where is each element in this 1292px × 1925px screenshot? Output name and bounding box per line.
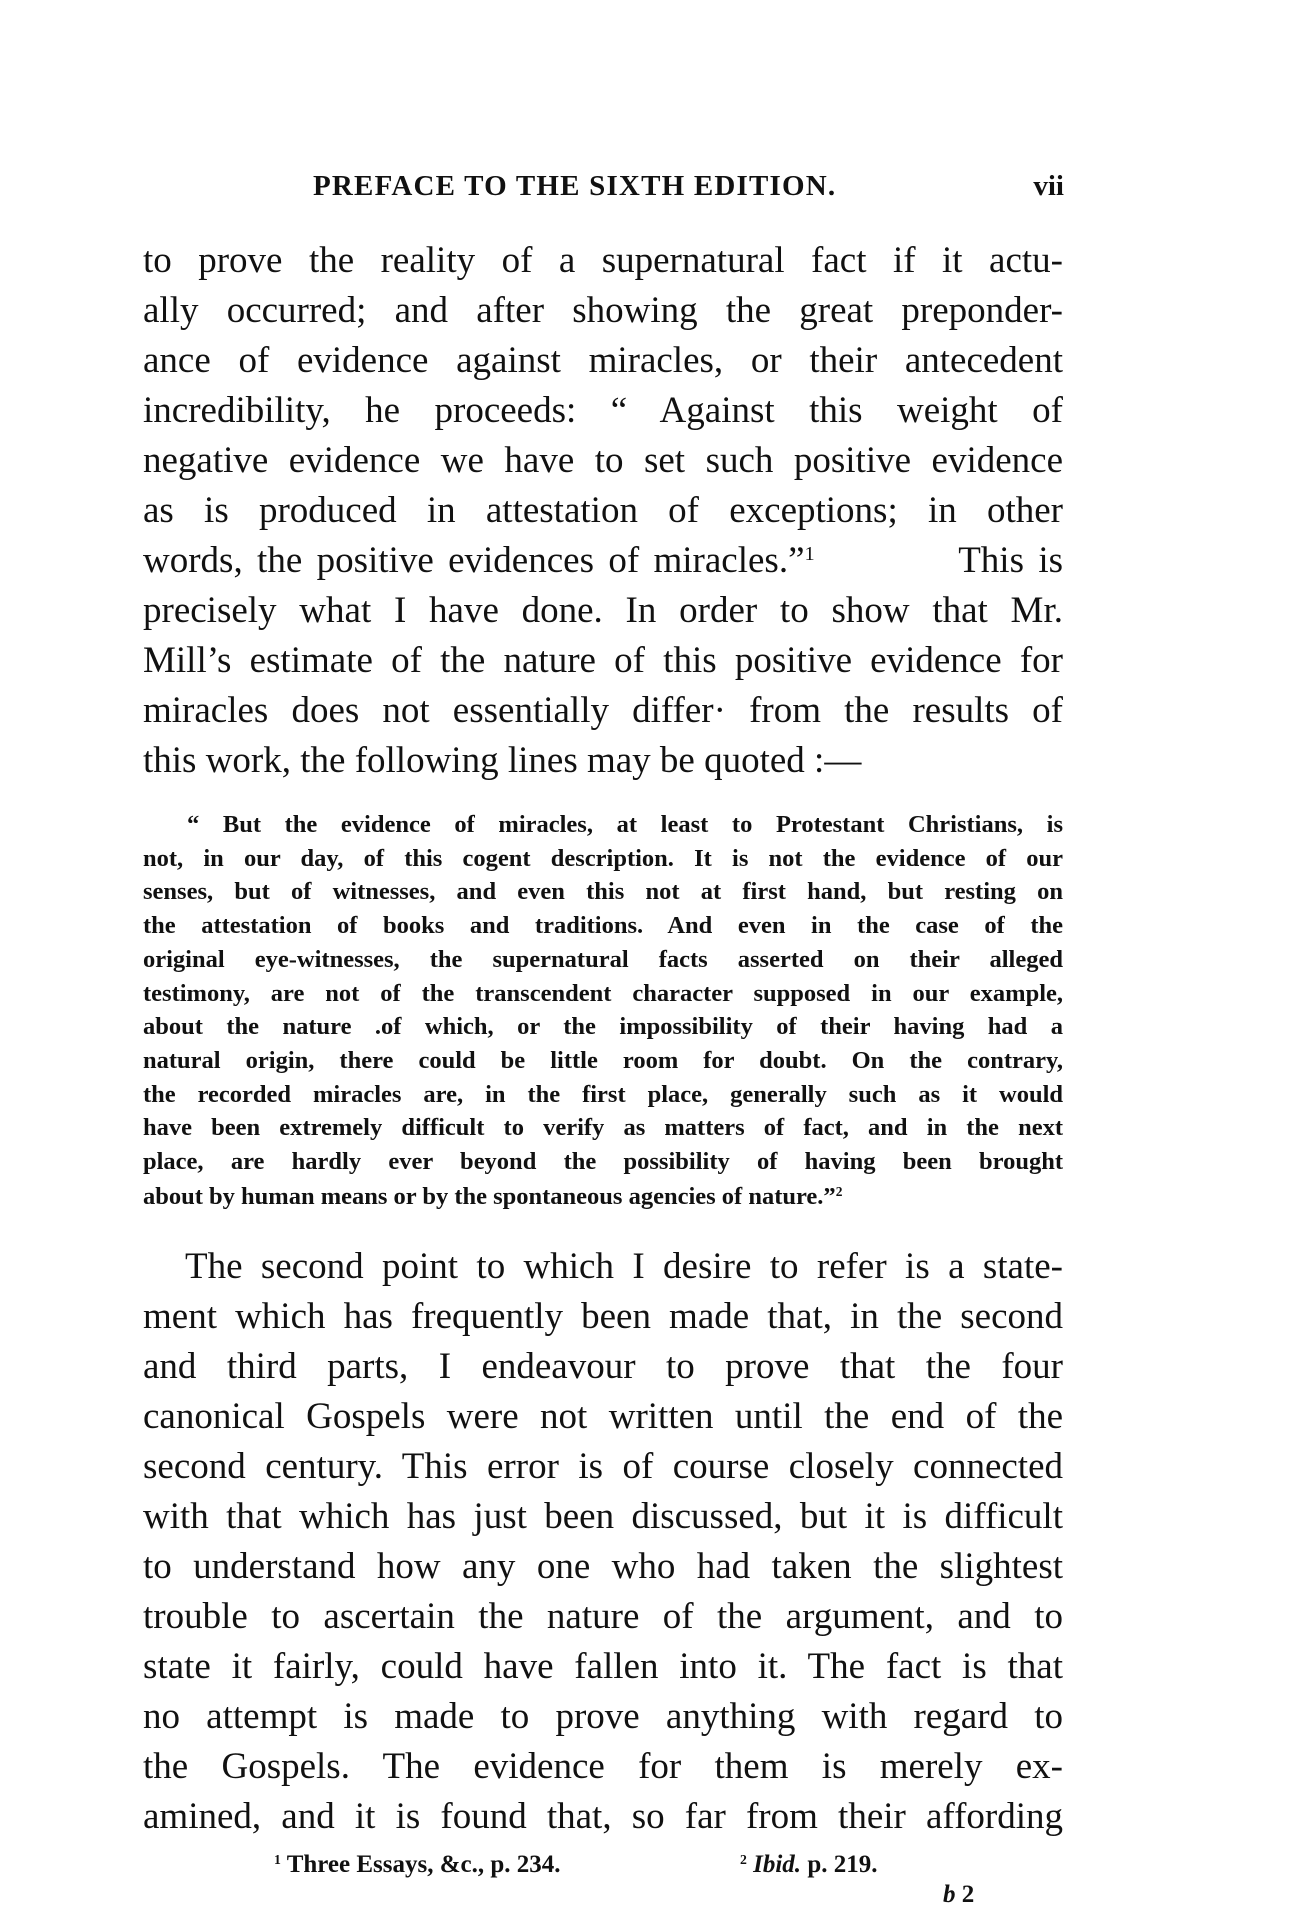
body-line: miracles does not essentially differ· from the results of [143, 690, 1063, 731]
body-line: negative evidence we have to set such positive evidence [143, 440, 1063, 481]
footnote-italic: Ibid. [753, 1851, 802, 1878]
quote-text: about by human means or by the spontaneous agencies of nature.” [143, 1183, 836, 1210]
body-line: The second point to which I desire to refer is a state- [185, 1246, 1063, 1287]
body-line: as is produced in attestation of exceptions; in other [143, 490, 1063, 531]
body-text: This is [958, 540, 1063, 581]
body-line: second century. This error is of course closely connected [143, 1446, 1063, 1487]
body-line: no attempt is made to prove anything with regard to [143, 1696, 1063, 1737]
body-text: words, the positive evidences of miracles.” [143, 540, 805, 581]
quote-line: the recorded miracles are, in the first place, generally such as it would [143, 1080, 1063, 1108]
signature-number: 2 [961, 1881, 975, 1908]
body-line: the Gospels. The evidence for them is merely ex- [143, 1746, 1063, 1787]
body-line-with-footnote [143, 536, 1063, 586]
body-line: precisely what I have done. In order to show that Mr. [143, 590, 1063, 631]
quote-line: natural origin, there could be little room for doubt. On the contrary, [143, 1046, 1063, 1074]
footnote-text: p. 219. [801, 1851, 878, 1878]
footnote-2 [740, 1850, 877, 1880]
body-line: trouble to ascertain the nature of the argument, and to [143, 1596, 1063, 1637]
quote-line: not, in our day, of this cogent description. It is not the evidence of our [143, 844, 1063, 872]
running-head: PREFACE TO THE SIXTH EDITION. [313, 170, 837, 202]
quote-line: have been extremely difficult to verify as matters of fact, and in the next [143, 1114, 1063, 1142]
quote-line: “ But the evidence of miracles, at least to Protestant Christians, is [187, 811, 1063, 838]
footnote-ref-2[interactable]: 2 [835, 1183, 843, 1199]
footnote-marker: 2 [740, 1851, 747, 1867]
quote-line: about the nature .of which, or the impossibility of their having had a [143, 1013, 1063, 1041]
footnote-ref-1[interactable]: 1 [804, 542, 815, 565]
quote-line-with-footnote [143, 1180, 1063, 1214]
body-line: to prove the reality of a supernatural fact if it actu- [143, 240, 1063, 281]
footnote-text: Three Essays, &c., p. 234. [286, 1851, 561, 1878]
body-line: Mill’s estimate of the nature of this positive evidence for [143, 640, 1063, 681]
body-line: state it fairly, could have fallen into it. The fact is that [143, 1646, 1063, 1687]
body-line: to understand how any one who had taken the slightest [143, 1546, 1063, 1587]
page-number: vii [1033, 170, 1064, 202]
quote-line: original eye-witnesses, the supernatural facts asserted on their alleged [143, 945, 1063, 973]
quote-line: the attestation of books and traditions. And even in the case of the [143, 912, 1063, 940]
body-line: incredibility, he proceeds: “ Against this weight of [143, 390, 1063, 431]
body-line: this work, the following lines may be quoted :— [143, 740, 862, 781]
body-line: canonical Gospels were not written until the end of the [143, 1396, 1063, 1437]
body-line: ally occurred; and after showing the great preponder- [143, 290, 1063, 331]
body-line: and third parts, I endeavour to prove that the four [143, 1346, 1063, 1387]
footnote-1 [274, 1850, 561, 1880]
quote-line: place, are hardly ever beyond the possibility of having been brought [143, 1148, 1063, 1175]
body-line: ance of evidence against miracles, or their antecedent [143, 340, 1063, 381]
quote-line: testimony, are not of the transcendent character supposed in our example, [143, 979, 1063, 1007]
body-line: amined, and it is found that, so far from their affording [143, 1796, 1063, 1837]
signature-mark [943, 1880, 974, 1910]
footnote-marker: 1 [274, 1851, 281, 1867]
body-line: ment which has frequently been made that, in the second [143, 1296, 1063, 1337]
quote-line: senses, but of witnesses, and even this not at first hand, but resting on [143, 878, 1063, 906]
body-line: with that which has just been discussed, but it is difficult [143, 1496, 1063, 1537]
signature-letter: b [943, 1881, 956, 1908]
